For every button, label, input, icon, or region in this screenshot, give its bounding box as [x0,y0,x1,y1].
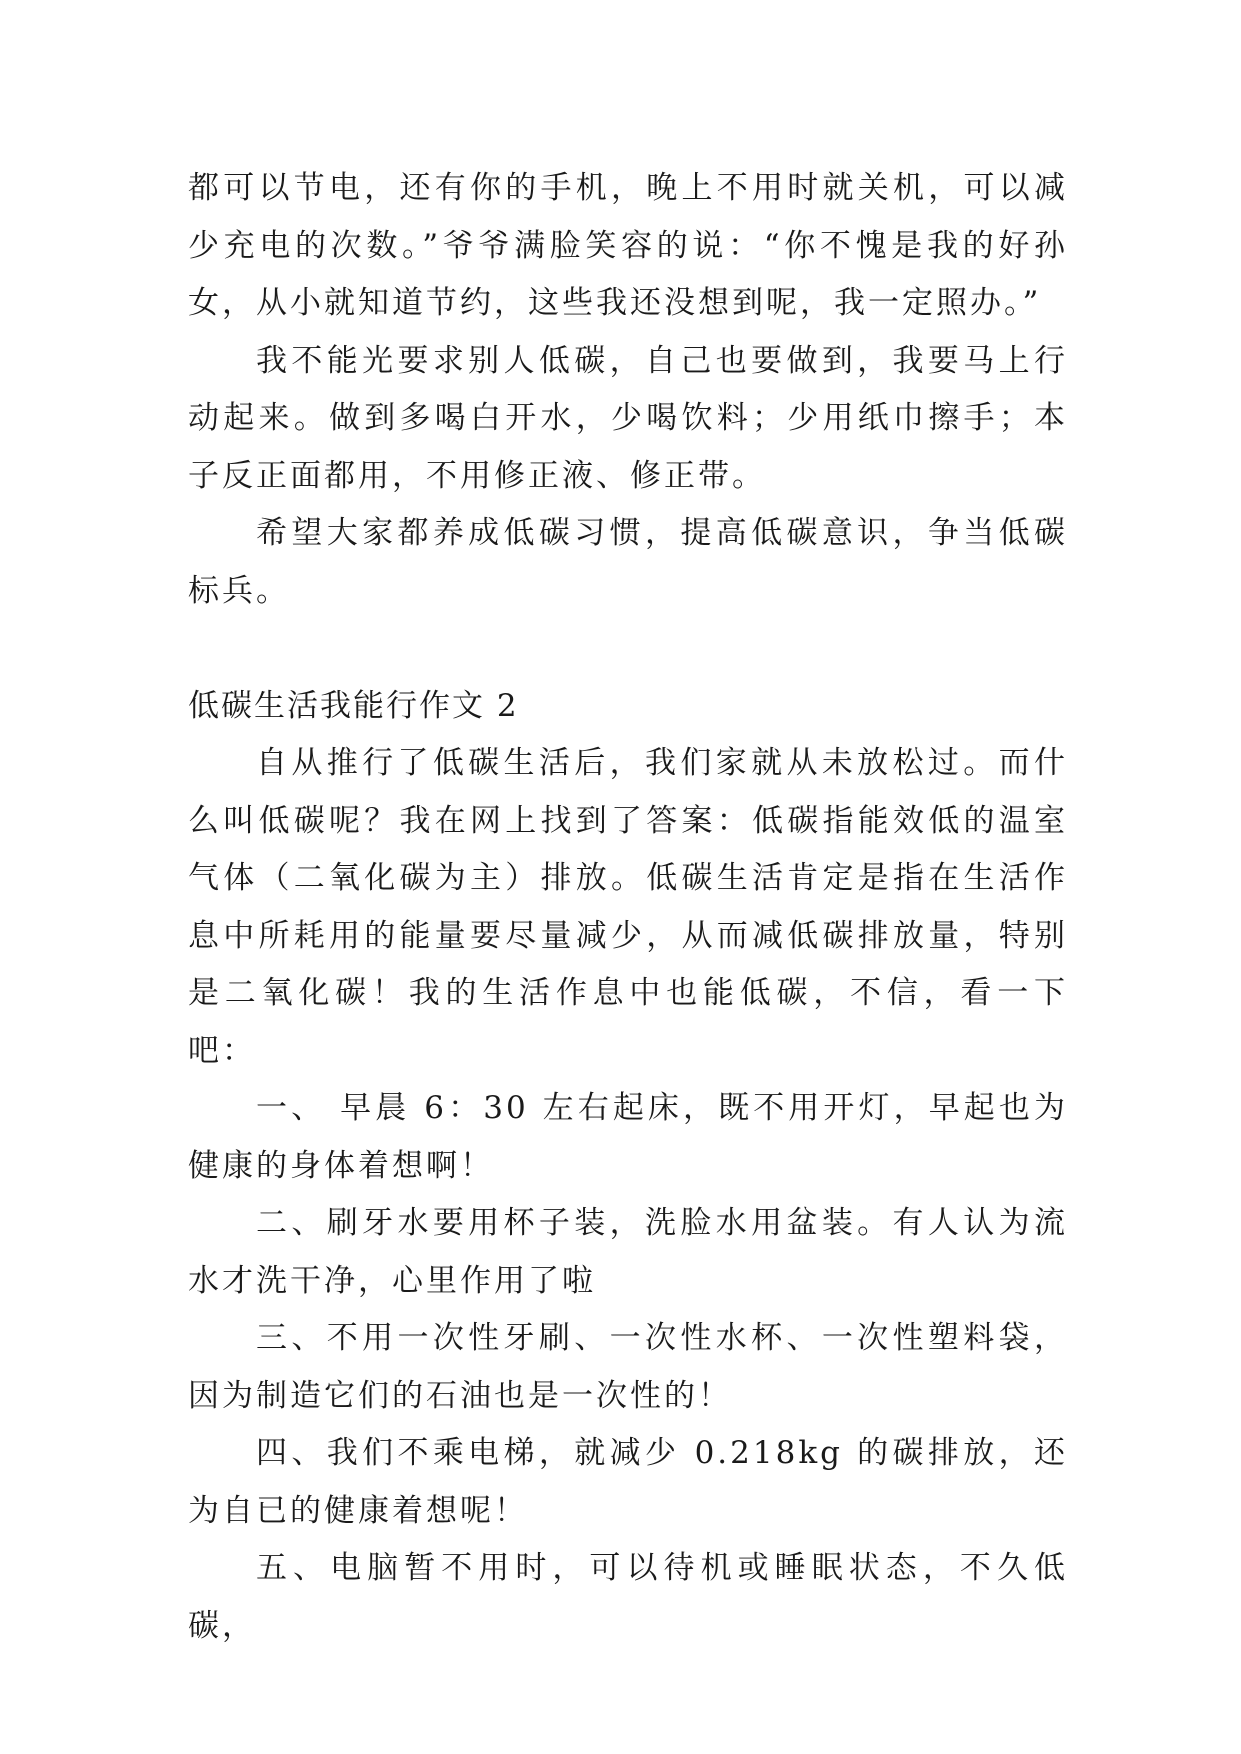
section-title: 低碳生活我能行作文 2 [188,687,519,724]
paragraph-continued: 都可以节电，还有你的手机，晚上不用时就关机，可以减少充电的次数。”爷爷满脸笑容的说：“你不愧是我的好孙女，从小就知道节约，这些我还没想到呢，我一定照办。” [188,170,1068,321]
list-item-one: 一、 早晨 6：30 左右起床，既不用开灯，早起也为健康的身体着想啊！ [188,1090,1068,1184]
list-item-three: 三、不用一次性牙刷、一次性水杯、一次性塑料袋，因为制造它们的石油也是一次性的！ [188,1320,1068,1414]
list-item-two: 二、刷牙水要用杯子装，洗脸水用盆装。有人认为流水才洗干净，心里作用了啦 [188,1205,1068,1299]
list-item-five: 五、电脑暂不用时，可以待机或睡眠状态，不久低碳， [188,1550,1068,1644]
document-body [188,160,1068,1655]
list-item-four: 四、我们不乘电梯，就减少 0.218kg 的碳排放，还为自已的健康着想呢！ [188,1435,1068,1529]
paragraph-intro: 自从推行了低碳生活后，我们家就从未放松过。而什么叫低碳呢？我在网上找到了答案：低碳指能效低的温室气体（二氧化碳为主）排放。低碳生活肯定是指在生活作息中所耗用的能量要尽量减少，从而减低碳排放量，特别是二氧化碳！我的生活作息中也能低碳，不信，看一下吧： [188,745,1068,1069]
paragraph-hope: 希望大家都养成低碳习惯，提高低碳意识，争当低碳标兵。 [188,515,1068,609]
paragraph-low-carbon-action: 我不能光要求别人低碳，自己也要做到，我要马上行动起来。做到多喝白开水，少喝饮料；少用纸巾擦手；本子反正面都用，不用修正液、修正带。 [188,342,1068,494]
